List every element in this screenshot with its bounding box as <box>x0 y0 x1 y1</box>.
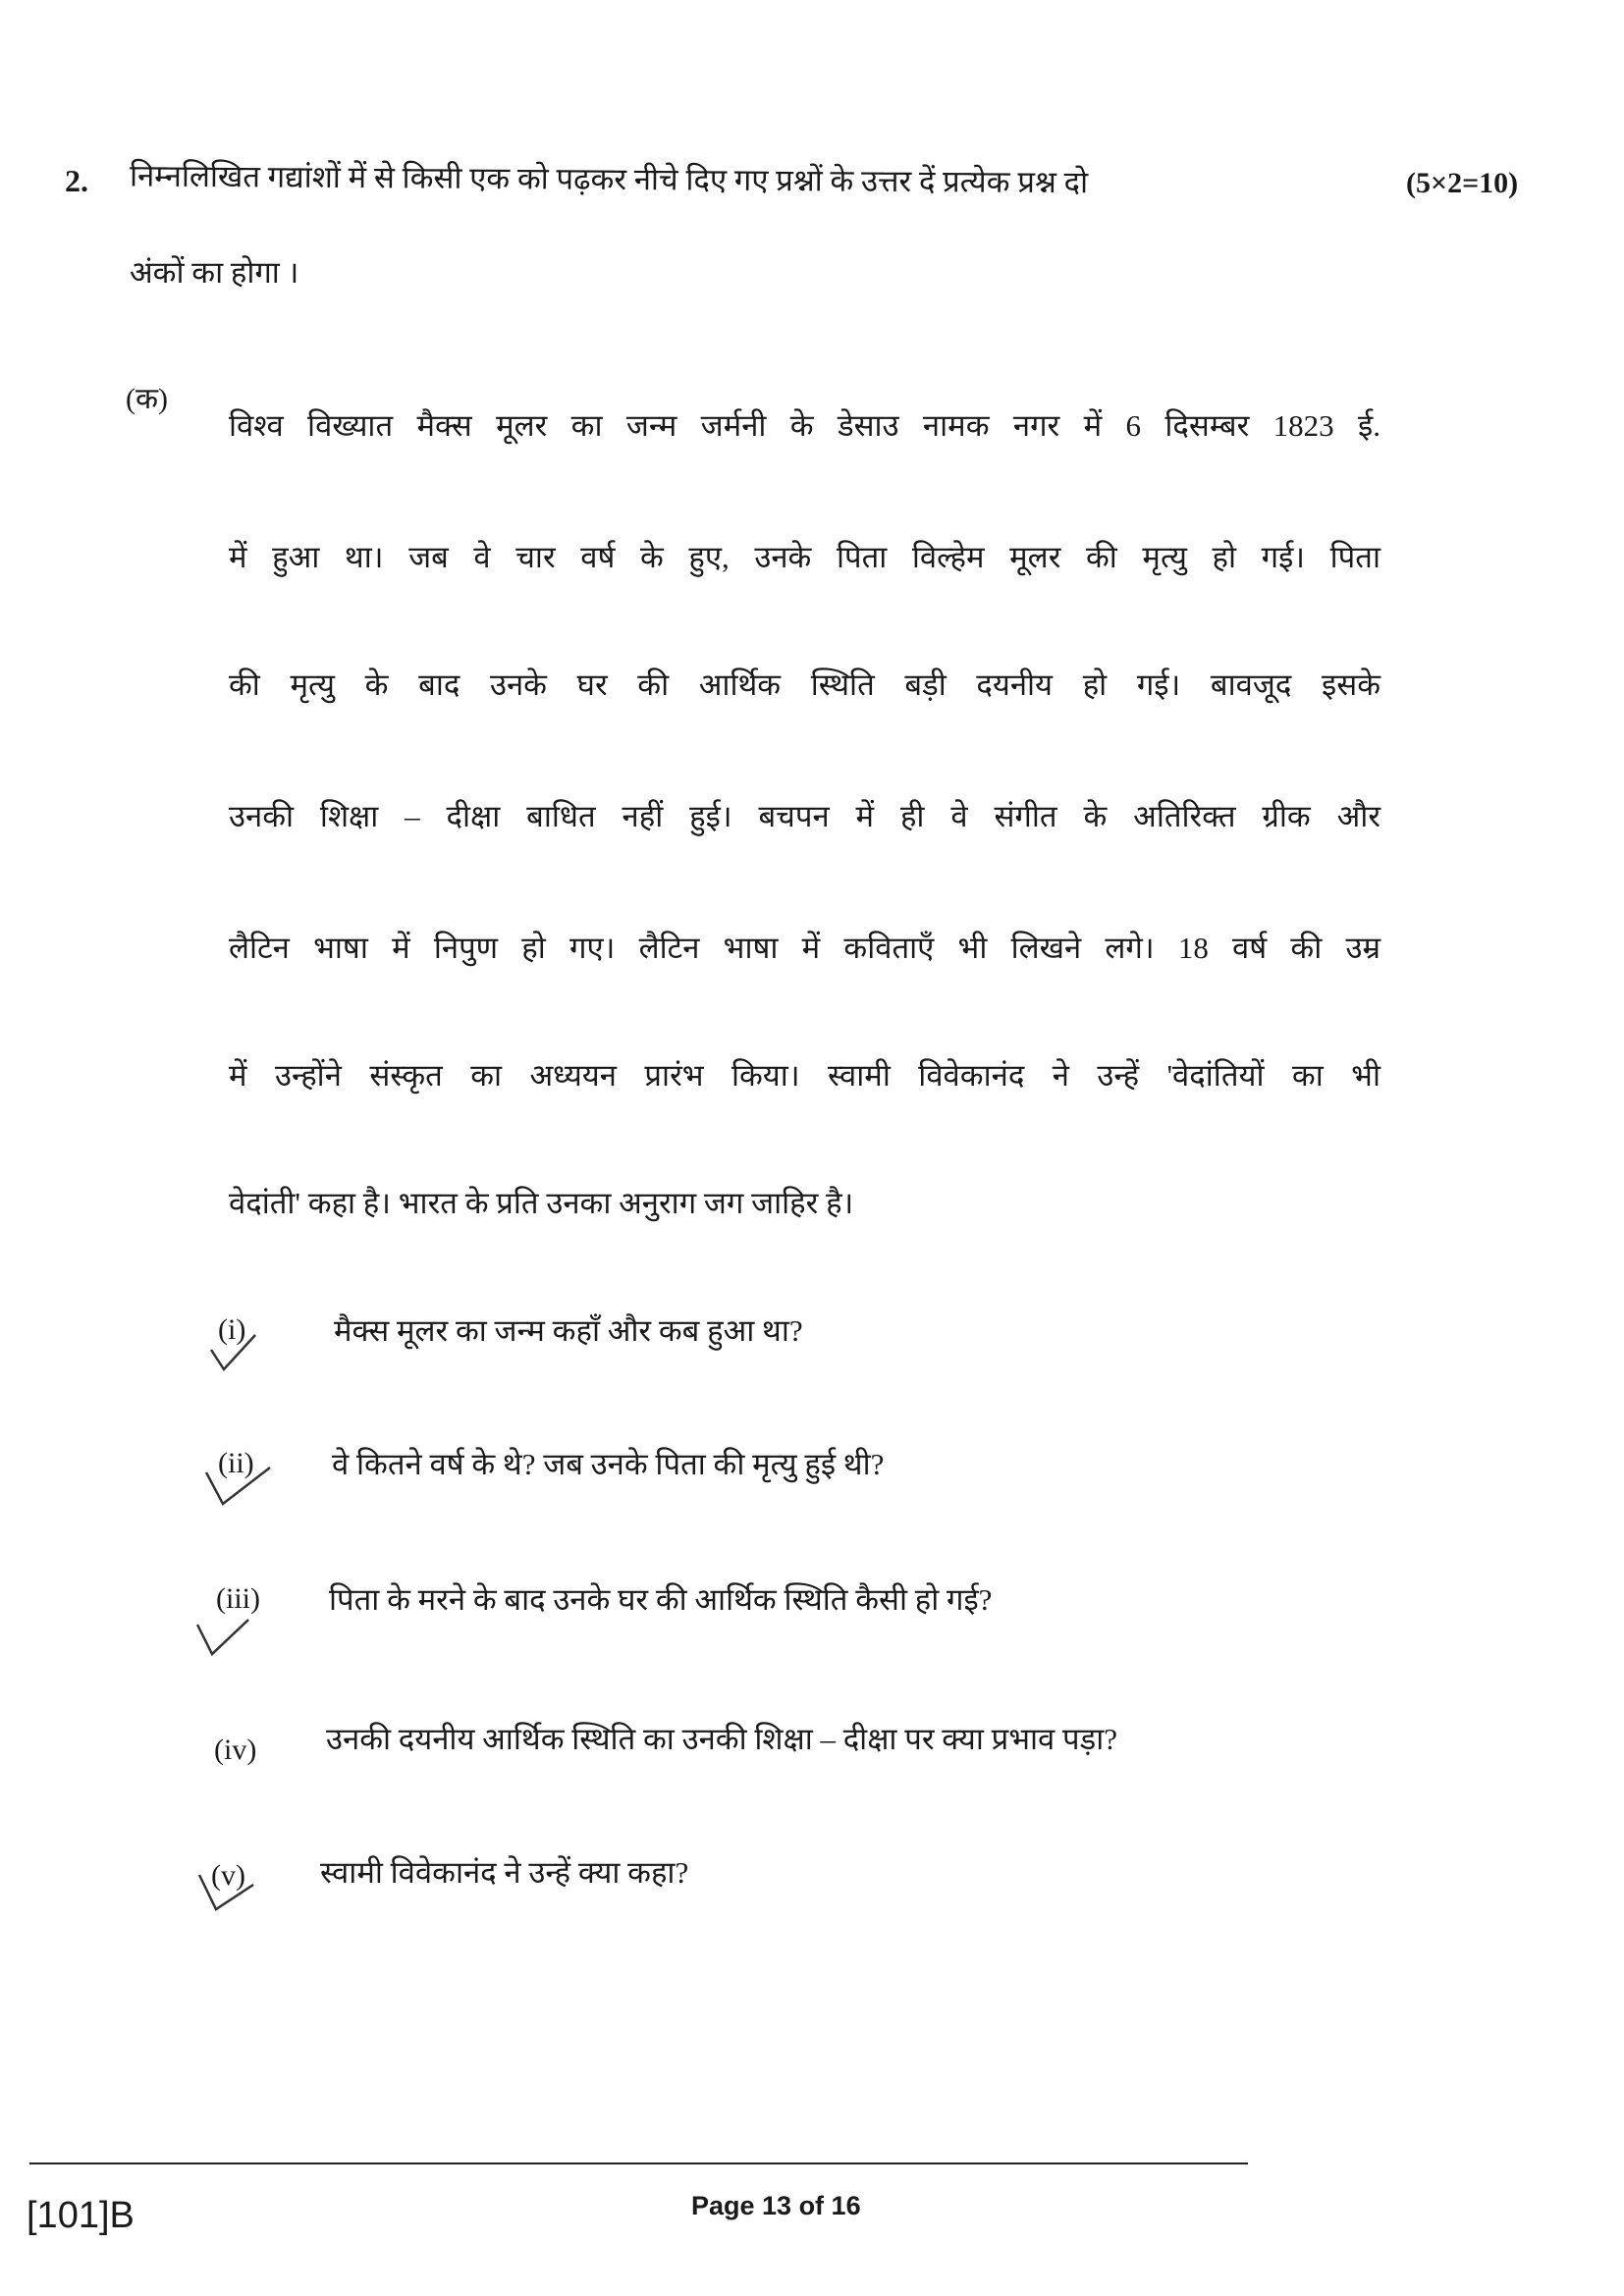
passage-line: की मृत्यु के बाद उनके घर की आर्थिक स्थिति बड़ी दयनीय हो गई। बावजूद इसके <box>229 667 1380 702</box>
passage-label: (क) <box>126 383 169 415</box>
question-instruction-cont: अंकों का होगा । <box>130 255 299 290</box>
passage-line: में हुआ था। जब वे चार वर्ष के हुए, उनके पिता विल्हेम मूलर की मृत्यु हो गई। पिता <box>229 540 1380 574</box>
sub-question-text: मैक्स मूलर का जन्म कहाँ और कब हुआ था? <box>334 1313 803 1348</box>
sub-question-text: पिता के मरने के बाद उनके घर की आर्थिक स्थिति कैसी हो गई? <box>329 1582 993 1617</box>
checkmark-icon <box>194 1595 263 1664</box>
passage-line: उनकी शिक्षा – दीक्षा बाधित नहीं हुई। बचपन में ही वे संगीत के अतिरिक्त ग्रीक और <box>229 799 1380 833</box>
paper-code: [101]B <box>27 2195 135 2236</box>
question-number: 2. <box>65 163 88 198</box>
sub-question-label: (ii) <box>218 1447 254 1479</box>
sub-question-label: (v) <box>211 1859 245 1892</box>
question-instruction: निम्नलिखित गद्यांशों में से किसी एक को पढ़कर नीचे दिए गए प्रश्नों के उत्तर दें प्रत्येक प्रश्न दो <box>129 158 1089 200</box>
sub-question-label: (i) <box>218 1313 246 1346</box>
checkmark-icon <box>194 1855 263 1924</box>
checkmark-icon <box>206 1325 265 1374</box>
footer-divider <box>29 2163 1248 2164</box>
passage-line: विश्व विख्यात मैक्स मूलर का जन्म जर्मनी के डेसाउ नामक नगर में 6 दिसम्बर 1823 ई. <box>229 408 1380 443</box>
passage-line: वेदांती' कहा है। भारत के प्रति उनका अनुराग जग जाहिर है। <box>229 1186 854 1220</box>
sub-question-label: (iv) <box>214 1734 257 1766</box>
sub-question-text: स्वामी विवेकानंद ने उन्हें क्या कहा? <box>320 1855 689 1890</box>
sub-question-text: उनकी दयनीय आर्थिक स्थिति का उनकी शिक्षा – दीक्षा पर क्या प्रभाव पड़ा? <box>326 1722 1118 1756</box>
page-number: Page 13 of 16 <box>691 2191 861 2220</box>
passage-line: में उन्होंने संस्कृत का अध्ययन प्रारंभ किया। स्वामी विवेकानंद ने उन्हें 'वेदांतियों का भी <box>229 1058 1380 1093</box>
marks-allocation: (5×2=10) <box>1406 167 1519 199</box>
sub-question-label: (iii) <box>216 1582 260 1615</box>
passage-line: लैटिन भाषा में निपुण हो गए। लैटिन भाषा में कविताएँ भी लिखने लगे। 18 वर्ष की उम्र <box>229 931 1380 965</box>
checkmark-icon <box>201 1453 280 1512</box>
sub-question-text: वे कितने वर्ष के थे? जब उनके पिता की मृत्यु हुई थी? <box>332 1447 885 1481</box>
